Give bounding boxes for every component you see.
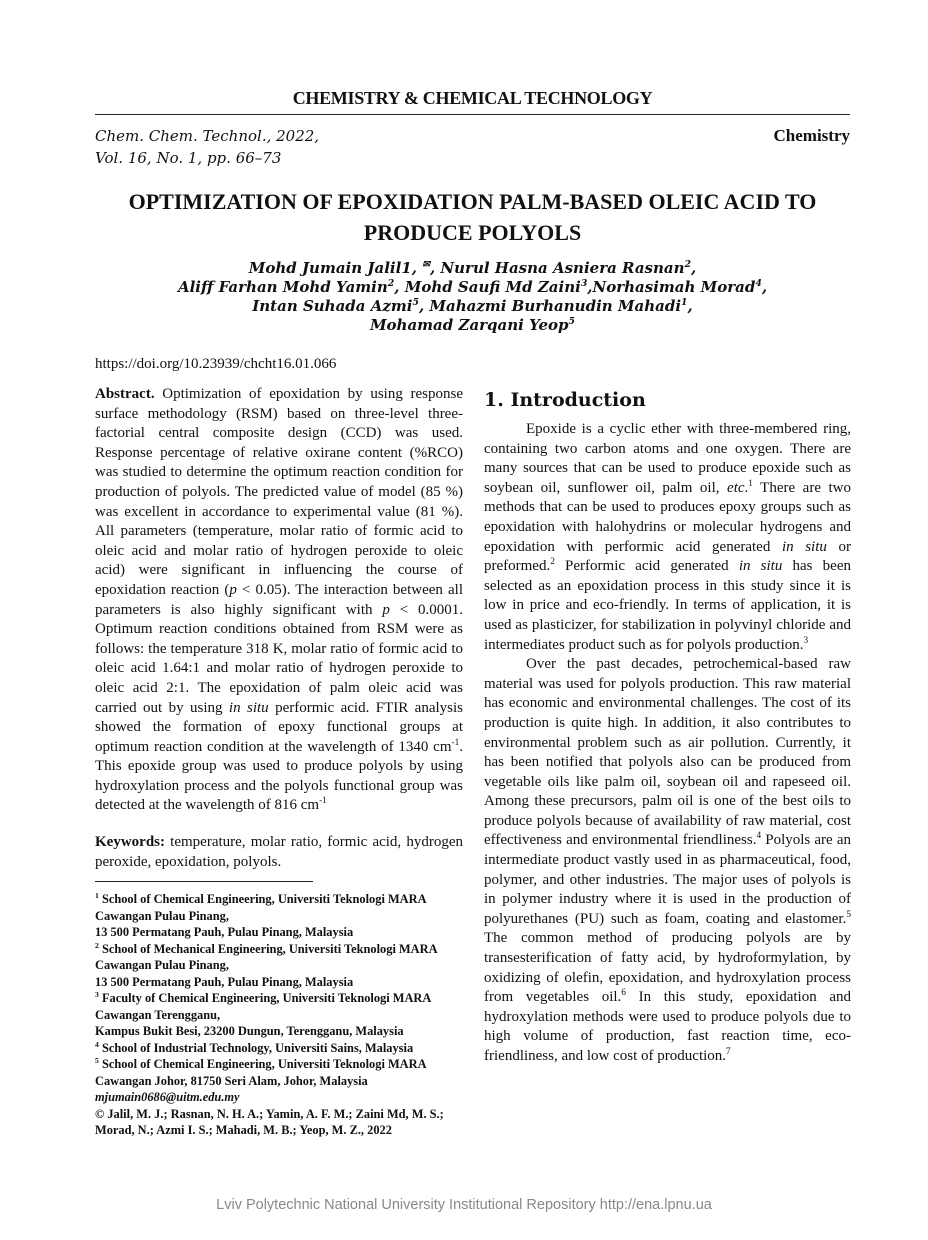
paper-title (95, 186, 850, 248)
affiliation-marker: 1 (681, 297, 688, 308)
footnote-marker: 2 (95, 940, 99, 950)
affiliation-marker: 5 (568, 316, 576, 327)
footnote-line: Cawangan Terengganu, (95, 1007, 221, 1022)
citation-line-2: Vol. 16, No. 1, pp. 66–73 (95, 149, 282, 167)
body-text: in situ (781, 538, 827, 555)
keywords-label: Keywords: (95, 834, 165, 851)
abstract-text: -1 (319, 796, 327, 807)
abstract-text: . This epoxide group was used to produce polyols by using hydroxylation process and the polyols functional group was detected at the wavelength of 816 cm (95, 738, 463, 814)
abstract-text: < 0.05). The interaction between all parameters is also highly significant with (95, 581, 463, 618)
body-text: In this study, epoxidation and hydroxylation methods were used to produce polyols due to high volume of production, fast reaction time, eco-friendliness, and low cost of production. (484, 989, 851, 1064)
separator: , (761, 278, 768, 296)
corresponding-email[interactable]: mjumain0686@uitm.edu.my (95, 1090, 240, 1105)
author-line-3 (95, 297, 850, 316)
abstract-text: in situ (228, 699, 269, 716)
copyright-line: Morad, N.; Azmi I. S.; Mahadi, M. B.; Yeop, M. Z., 2022 (95, 1123, 392, 1138)
intro-paragraph-2 (484, 655, 851, 1066)
title-line-1: OPTIMIZATION OF EPOXIDATION PALM-BASED OLEIC ACID TO (128, 189, 817, 214)
footnote-line (95, 1040, 463, 1057)
repository-footer[interactable]: Lviv Polytechnic National University Institutional Repository http://ena.lpnu.ua (216, 1197, 712, 1213)
author-name: ,Norhasimah Morad (587, 278, 756, 296)
author-name: Mohamad Zarqani Yeop (369, 316, 569, 334)
section-heading-introduction: 1. Introduction (484, 389, 646, 411)
footnote-line (95, 941, 463, 958)
abstract-text: Optimization of epoxidation by using response surface methodology (RSM) based on three-level three-factorial central composite design (CCD) was used. Response percentage of relative oxirane content (%RCO) was studied to determine the optimum reaction condition for production of polyols. The predicted value of model (85 %) was excellent in accordance to experimental value (81 %). All parameters (temperature, molar ratio of formic acid to oleic acid and molar ratio of hydrogen peroxide to oleic acid) were significant in influencing the course of epoxidation reaction ( (95, 386, 463, 598)
body-text: Performic acid generated (554, 558, 739, 575)
footnote-marker: 1 (95, 891, 99, 901)
author-name: , Nurul Hasna Asniera Rasnan (429, 259, 685, 277)
footnote-line (95, 891, 463, 908)
title-line-2: PRODUCE POLYOLS (363, 220, 582, 245)
body-text: in situ (738, 558, 783, 575)
body-text: There are two methods that can be used to produces epoxy groups such as epoxidation with halohydrins or molecular hydrogens and epoxidation with performic acid generated (484, 479, 852, 555)
body-text: has been selected as an epoxidation process in this study since it is low in price and eco-friendly. In terms of application, it is used as plasticizer, for stabilization in polyvinyl chloride and intermediates product such as for polyols production. (484, 558, 851, 653)
abstract-text: p (229, 581, 237, 598)
body-text: Polyols are an intermediate product vastly used in as pharmaceutical, food, polymer, and other industries. The major uses of polyols is in polymer industry where it is used in the production of polyurethanes (PU) such as foam, coating and elastomer. (484, 832, 851, 927)
mail-icon[interactable]: ✉ (422, 259, 430, 270)
copyright-line: © Jalil, M. J.; Rasnan, N. H. A.; Yamin, A. F. M.; Zaini Md, M. S.; (95, 1106, 444, 1121)
abstract-label: Abstract. (95, 386, 155, 402)
author-line-2 (95, 278, 850, 297)
author-line-4 (95, 316, 850, 335)
abstract-text: < 0.0001. Optimum reaction conditions obtained from RSM were as follows: the temperature 318 K, molar ratio of formic acid to oleic acid 1.64:1 and molar ratio of hydrogen peroxide to oleic acid 2:1. The epoxidation of palm oleic acid was carried out by using (95, 601, 463, 716)
abstract-text: -1 (451, 737, 460, 748)
body-text: Epoxide is a cyclic ether with three-membered ring, containing two carbon atoms and one oxygen. There are many sources that can be used to produce epoxide such as soybean oil, sunflower oil, palm oil, (484, 421, 851, 496)
body-text: . (744, 479, 749, 496)
reference-marker: 4 (756, 831, 762, 842)
doi-link[interactable]: https://doi.org/10.23939/chcht16.01.066 (95, 356, 337, 372)
intro-paragraph-1 (484, 420, 851, 655)
keywords-text: temperature, molar ratio, formic acid, hydrogen peroxide, epoxidation, polyols. (95, 834, 463, 870)
right-column (484, 388, 851, 1067)
body-text: etc (727, 479, 745, 496)
affiliation-footnotes (95, 891, 463, 1139)
footnote-marker: 3 (95, 990, 99, 1000)
separator: , (687, 297, 693, 315)
footnote-line: Cawangan Pulau Pinang, (95, 958, 229, 973)
footnote-line: Cawangan Johor, 81750 Seri Alam, Johor, Malaysia (95, 1073, 368, 1088)
footnote-line: 13 500 Permatang Pauh, Pulau Pinang, Malaysia (95, 925, 354, 940)
author-line-1 (95, 259, 850, 278)
reference-marker: 6 (621, 988, 626, 999)
affiliation-marker: 4 (755, 278, 762, 289)
footnote-line: Cawangan Pulau Pinang, (95, 908, 229, 923)
abstract-text: p (382, 601, 390, 618)
abstract (95, 385, 463, 816)
footnote-line (95, 990, 463, 1007)
footnote-line: 13 500 Permatang Pauh, Pulau Pinang, Malaysia (95, 974, 354, 989)
section-label: Chemistry (773, 126, 850, 145)
citation-line-1: Chem. Chem. Technol., 2022, (95, 127, 320, 145)
reference-marker: 1 (748, 478, 753, 489)
footnote-text: School of Mechanical Engineering, Universiti Teknologi MARA (98, 941, 438, 956)
separator: , (691, 259, 697, 277)
affiliation-marker: 2 (684, 259, 692, 270)
citation-block (95, 125, 319, 169)
journal-name: CHEMISTRY & CHEMICAL TECHNOLOGY (292, 88, 653, 108)
author-name: , Mohd Saufi Md Zaini (394, 278, 581, 296)
keywords (95, 833, 463, 872)
author-name: Aliff Farhan Mohd Yamin (177, 278, 388, 296)
footnote-line (95, 1056, 463, 1073)
footnote-text: School of Chemical Engineering, Universiti Teknologi MARA (98, 1057, 427, 1072)
author-name: , Mahazmi Burhanudin Mahadi (418, 297, 682, 315)
affiliation-marker: 2 (387, 278, 395, 289)
footnote-text: Faculty of Chemical Engineering, Universiti Teknologi MARA (98, 991, 432, 1006)
body-text: The common method of producing polyols are by transesterification of fatty acid, by hydroformylation, by oxidizing of olefin, epoxidation, and hydroxylation process from vegetables oil. (484, 930, 851, 1006)
reference-marker: 5 (846, 909, 851, 920)
body-text: Over the past decades, petrochemical-based raw material was used for polyols production. This raw material has economic and environmental challenges. The cost of its production is quite high. In addition, it also contributes to environmental problem such as air pollution. Currently, it has been notified that polyols also can be produced from vegetable oils like palm oil, soybean oil and rapeseed oil. Among these precursors, palm oil is one of the best oils to produce polyols because of availability of raw material, cost effectiveness and environmental friendliness. (484, 656, 851, 849)
affiliation-marker: 3 (580, 278, 588, 289)
affiliation-marker: 5 (412, 297, 419, 308)
footnote-text: School of Chemical Engineering, Universiti Teknologi MARA (98, 892, 427, 907)
reference-marker: 3 (803, 635, 809, 646)
author-list (95, 259, 850, 335)
footnote-text: School of Industrial Technology, Universiti Sains, Malaysia (98, 1040, 414, 1055)
reference-marker: 7 (726, 1047, 731, 1057)
footnote-line: Kampus Bukit Besi, 23200 Dungun, Terengganu, Malaysia (95, 1024, 404, 1039)
footnote-marker: 4 (95, 1039, 99, 1049)
reference-marker: 2 (550, 557, 555, 568)
header-divider (95, 114, 850, 115)
footnote-divider (95, 881, 313, 882)
abstract-text: performic acid. FTIR analysis showed the formation of epoxy functional groups at optimum reaction condition at the wavelength of 1340 cm (95, 699, 463, 755)
author-name: Intan Suhada Azmi (252, 297, 413, 315)
body-text: or preformed. (484, 538, 851, 575)
left-column (95, 385, 463, 1139)
footnote-marker: 5 (95, 1056, 99, 1066)
author-name: Mohd Jumain Jalil1, (248, 259, 417, 277)
